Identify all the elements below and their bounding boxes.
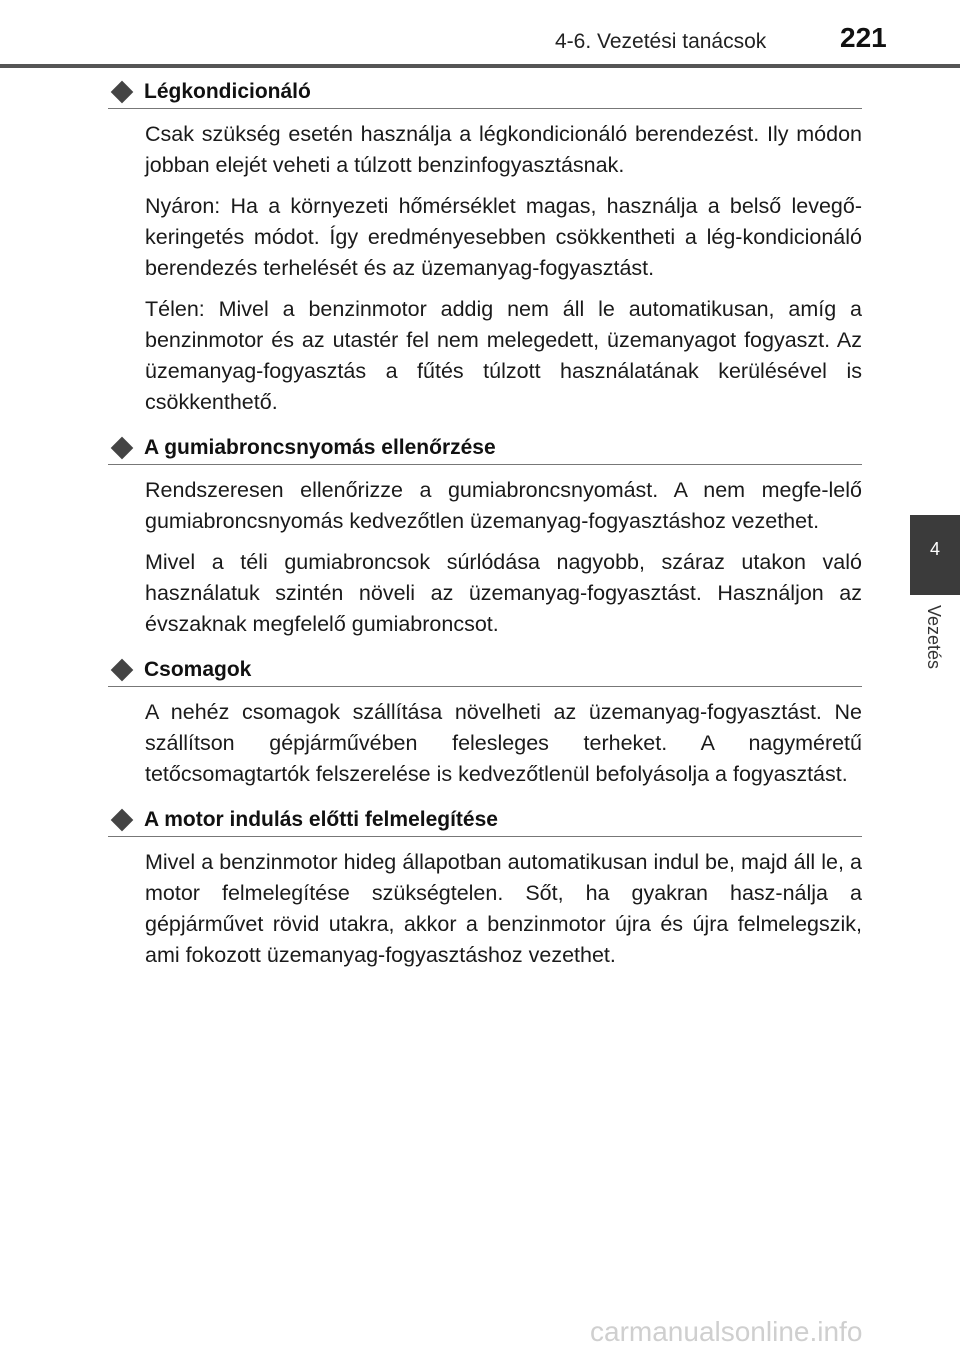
paragraph: Nyáron: Ha a környezeti hőmérséklet magas, használja a belső levegő-keringetés módot. Így eredményesebben csökkentheti a lég-kondicionáló berendezés terhelését és az üzemanyag-fogyasztást. (145, 194, 862, 280)
chapter-tab-label: Vezetés (924, 605, 944, 670)
paragraph: Télen: Mivel a benzinmotor addig nem áll le automatikusan, amíg a benzinmotor és az utastér fel nem melegedett, üzemanyagot fogyaszt. Az üzemanyag-fogyasztás a fűtés túlzott használatának kerülésével is csökkenthető. (145, 297, 862, 414)
section-heading (108, 76, 862, 109)
chapter-tab-number: 4 (929, 539, 940, 559)
paragraph: Mivel a benzinmotor hideg állapotban automatikusan indul be, majd áll le, a motor felmelegítése szükségtelen. Sőt, ha gyakran hasz-nálja a gépjárművet rövid utakra, akkor a benzinmotor újra és újra felmelegszik, ami fokozott üzemanyag-fogyasztáshoz vezethet. (145, 850, 862, 967)
header-title: 4-6. Vezetési tanácsok (555, 30, 767, 53)
section-engine-warmup (108, 804, 862, 971)
chapter-side-tab (910, 515, 960, 595)
section-heading-text: A motor indulás előtti felmelegítése (144, 808, 498, 831)
diamond-bullet-icon (111, 809, 134, 832)
section-heading-text: Légkondicionáló (144, 80, 311, 103)
section-heading-text: A gumiabroncsnyomás ellenőrzése (144, 436, 496, 459)
paragraph: A nehéz csomagok szállítása növelheti az üzemanyag-fogyasztást. Ne szállítson gépjárművében felesleges terheket. A nagyméretű tetőcsomagtartók felszerelése is kedvezőtlenül befolyásolja a fogyasztást. (145, 700, 862, 786)
paragraph: Csak szükség esetén használja a légkondicionáló berendezést. Ily módon jobban elejét veheti a túlzott benzinfogyasztásnak. (145, 122, 862, 177)
page-number: 221 (840, 22, 887, 53)
section-heading-text: Csomagok (144, 658, 252, 681)
paragraph: Rendszeresen ellenőrizze a gumiabroncsnyomást. A nem megfe-lelő gumiabroncsnyomás kedvezőtlen üzemanyag-fogyasztáshoz vezethet. (145, 478, 862, 533)
header-rule (0, 64, 960, 68)
diamond-bullet-icon (111, 437, 134, 460)
section-heading (108, 804, 862, 837)
section-luggage (108, 654, 862, 790)
section-air-conditioning (108, 76, 862, 418)
section-heading (108, 432, 862, 465)
diamond-bullet-icon (111, 81, 134, 104)
diamond-bullet-icon (111, 659, 134, 682)
section-heading (108, 654, 862, 687)
watermark: carmanualsonline.info (590, 1316, 863, 1347)
page-content (108, 76, 862, 985)
paragraph: Mivel a téli gumiabroncsok súrlódása nagyobb, száraz utakon való használatuk szintén növeli az üzemanyag-fogyasztást. Használjon az évszaknak megfelelő gumiabroncsot. (145, 550, 862, 636)
section-tire-pressure (108, 432, 862, 640)
